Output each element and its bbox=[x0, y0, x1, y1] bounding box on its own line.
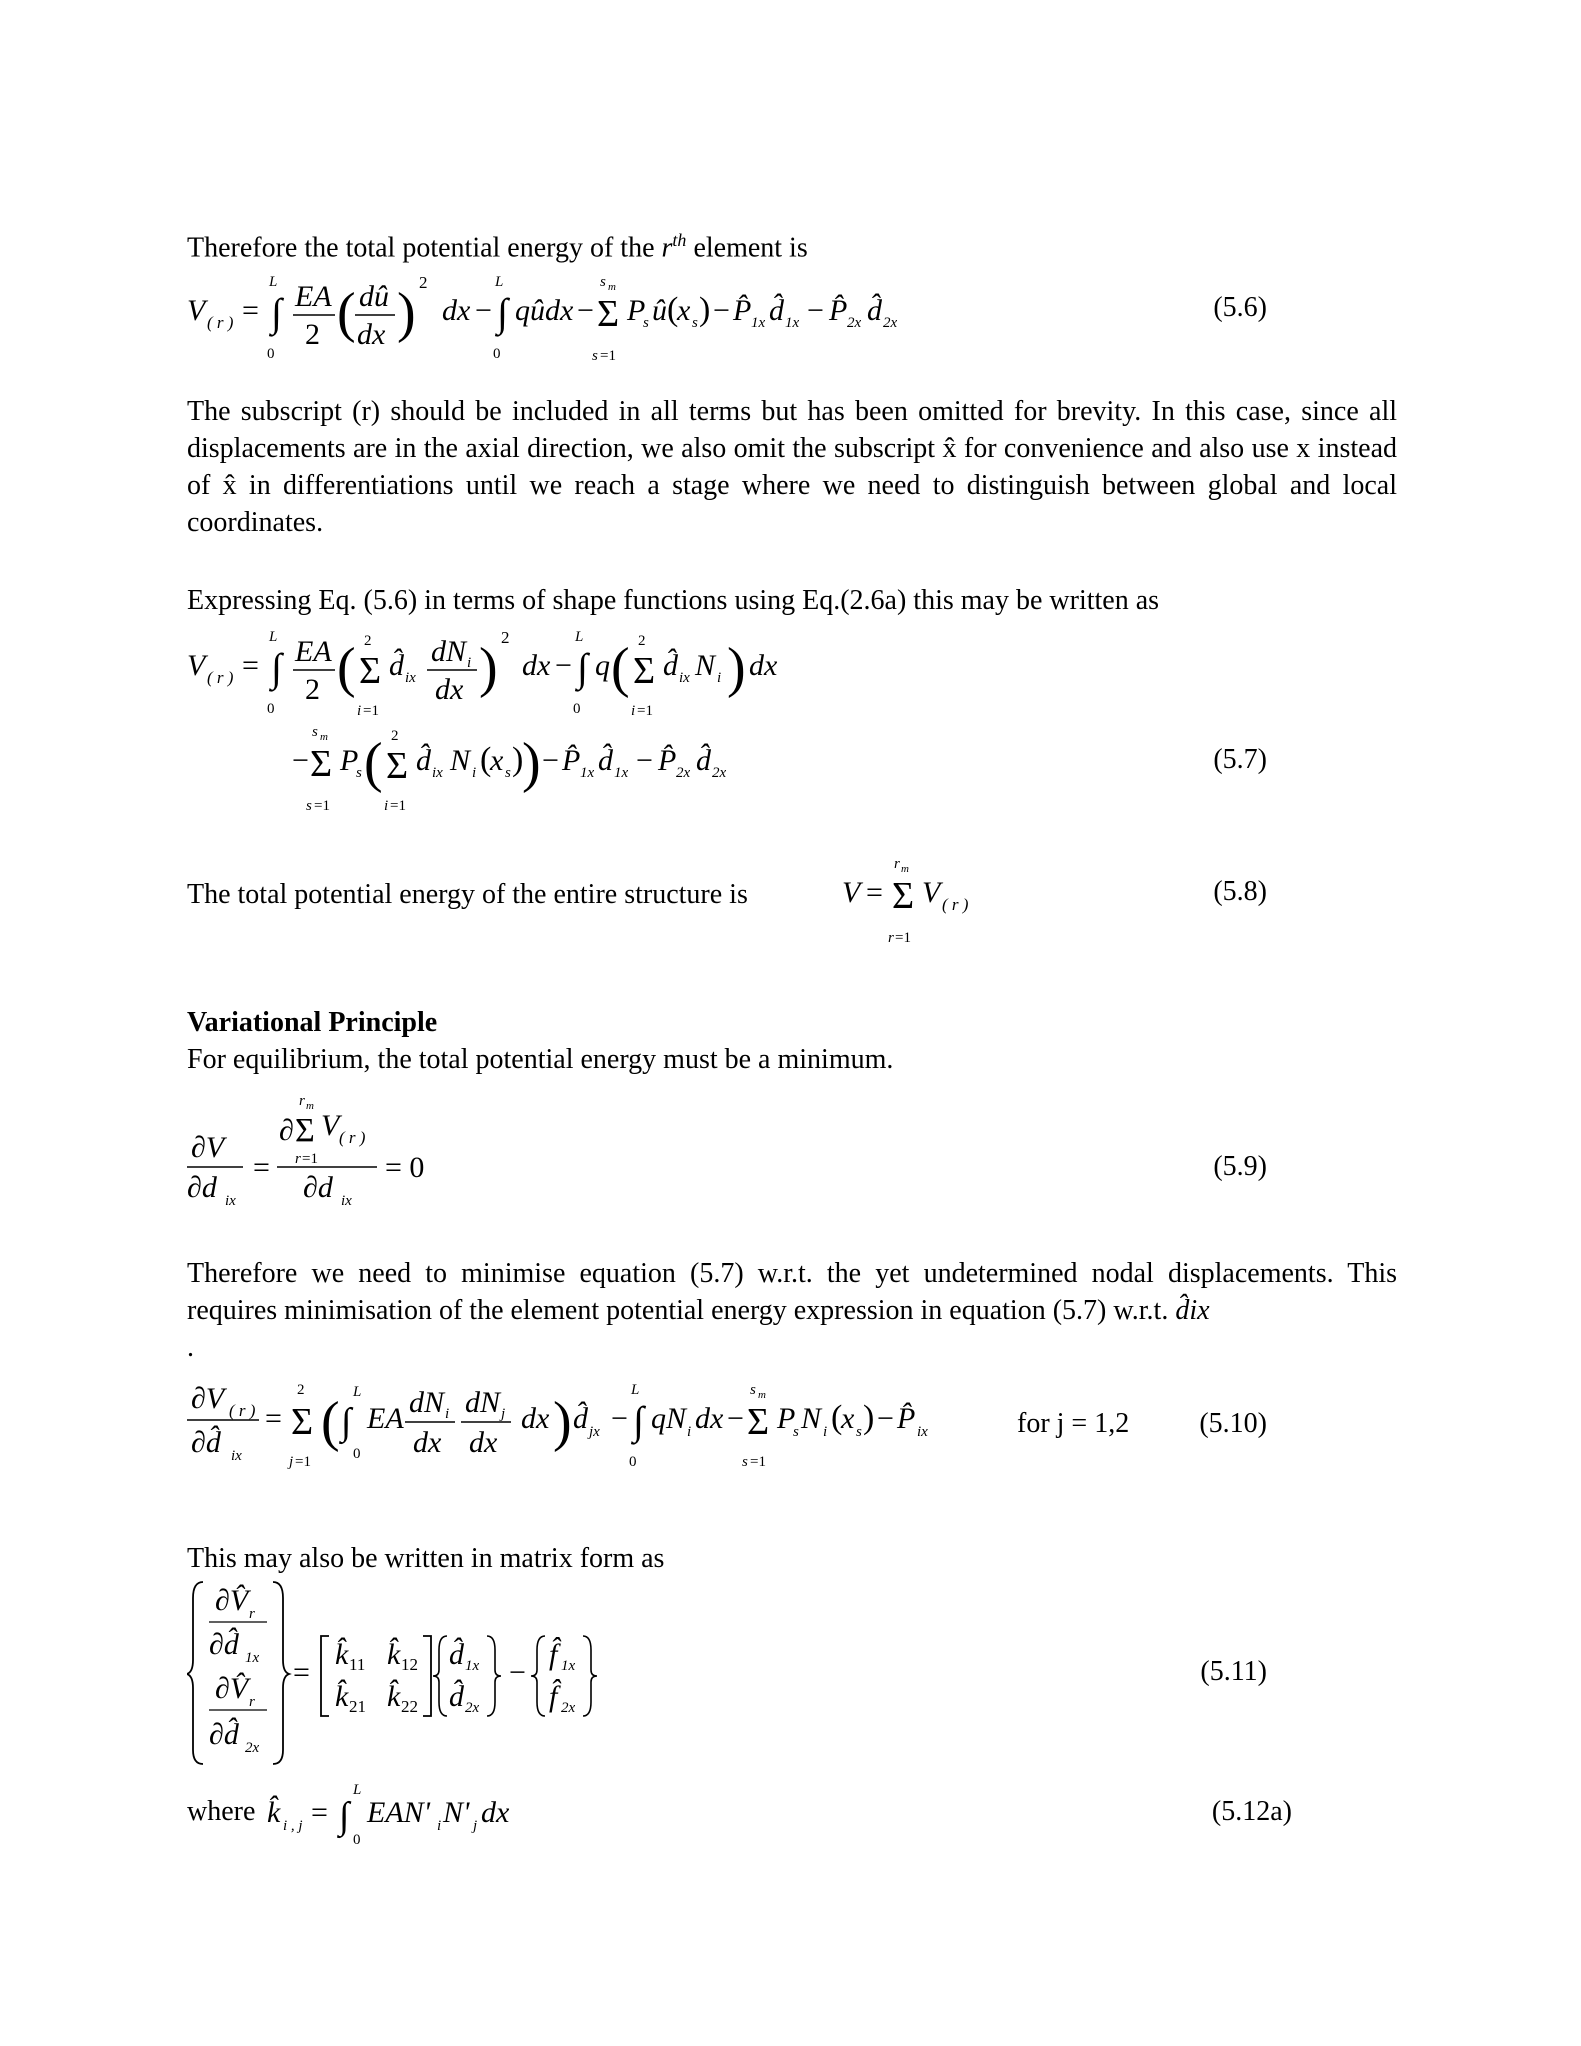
svg-text:2x: 2x bbox=[245, 1740, 260, 1756]
svg-text:Σ: Σ bbox=[295, 1112, 315, 1149]
svg-text:dx: dx bbox=[469, 1426, 498, 1459]
svg-text:dN: dN bbox=[409, 1386, 445, 1419]
svg-text:r: r bbox=[894, 856, 900, 872]
equation-5-10 bbox=[187, 1370, 1397, 1480]
svg-text:L: L bbox=[269, 629, 278, 645]
eqnum-5-10: (5.10) bbox=[1199, 1408, 1267, 1439]
svg-text:s: s bbox=[312, 724, 318, 740]
svg-text:r: r bbox=[295, 1151, 301, 1167]
svg-text:s: s bbox=[856, 1424, 862, 1440]
svg-text:qûdx: qûdx bbox=[515, 294, 574, 327]
svg-text:1x: 1x bbox=[245, 1650, 260, 1666]
p1-sup: th bbox=[672, 230, 687, 250]
svg-text:dx: dx bbox=[435, 673, 464, 706]
svg-text:2: 2 bbox=[364, 633, 372, 649]
paragraph-2 bbox=[187, 393, 1397, 541]
svg-text:(: ( bbox=[364, 732, 383, 794]
svg-text:m: m bbox=[608, 281, 616, 293]
svg-text:jx: jx bbox=[589, 1424, 600, 1440]
svg-text:i: i bbox=[472, 765, 477, 781]
svg-text:k̂: k̂ bbox=[387, 1680, 401, 1713]
svg-text:dx: dx bbox=[442, 294, 471, 327]
svg-text:dN: dN bbox=[431, 635, 467, 668]
svg-text:P: P bbox=[627, 294, 646, 327]
p7-text: This may also be written in matrix form as bbox=[187, 1543, 665, 1574]
svg-text:): ) bbox=[512, 741, 524, 778]
svg-text:−: − bbox=[713, 294, 730, 327]
equation-5-10-formula bbox=[187, 1370, 987, 1470]
p5-text: For equilibrium, the total potential energy must be a minimum. bbox=[187, 1044, 894, 1075]
equation-5-11 bbox=[187, 1578, 1397, 1768]
svg-text:0: 0 bbox=[573, 701, 581, 717]
svg-text:N': N' bbox=[443, 1796, 470, 1829]
svg-text:L: L bbox=[495, 274, 504, 290]
svg-text:i: i bbox=[437, 1818, 442, 1834]
p2-text: The subscript (r) should be included in all terms but has been omitted for brevity. In this case, since all displacements are in the axial direction, we also omit the subscript x̂ for convenience and also use x instead of x̂ in differentiations until we reach a stage where we need to distinguish between global and local coordinates. bbox=[187, 396, 1397, 538]
svg-text:2: 2 bbox=[297, 1382, 305, 1398]
paragraph-5 bbox=[187, 1041, 1397, 1078]
svg-text:û: û bbox=[652, 294, 667, 327]
svg-text:L: L bbox=[269, 274, 278, 290]
svg-text:P̂: P̂ bbox=[829, 294, 848, 327]
svg-text:(: ( bbox=[337, 637, 356, 699]
svg-text:i: i bbox=[631, 703, 636, 718]
svg-text:dx: dx bbox=[522, 649, 551, 682]
svg-text:L: L bbox=[631, 1382, 640, 1398]
svg-text:∫: ∫ bbox=[339, 1795, 350, 1837]
svg-text:(: ( bbox=[321, 1391, 340, 1453]
svg-text:P̂: P̂ bbox=[658, 744, 677, 777]
svg-text:d̂: d̂ bbox=[573, 1402, 588, 1435]
svg-text:0: 0 bbox=[267, 346, 275, 362]
svg-text:i: i bbox=[823, 1424, 828, 1440]
where-text: where bbox=[187, 1796, 256, 1827]
svg-text:2x: 2x bbox=[883, 315, 898, 331]
svg-text:( r ): ( r ) bbox=[207, 313, 234, 332]
svg-text:d̂: d̂ bbox=[449, 1680, 464, 1713]
svg-text:0: 0 bbox=[353, 1446, 361, 1462]
equation-5-8-formula bbox=[842, 850, 1042, 950]
equation-5-6 bbox=[187, 268, 1397, 378]
svg-text:Σ: Σ bbox=[892, 875, 915, 917]
svg-text:EA: EA bbox=[367, 1402, 404, 1435]
section-heading bbox=[187, 1004, 1397, 1041]
svg-text:=1: =1 bbox=[363, 703, 379, 718]
svg-text:∂d: ∂d bbox=[187, 1171, 217, 1204]
svg-text:N: N bbox=[450, 744, 471, 777]
svg-text:Σ: Σ bbox=[359, 650, 382, 692]
heading-text: Variational Principle bbox=[187, 1007, 438, 1038]
svg-text:∂V̂: ∂V̂ bbox=[215, 1584, 249, 1617]
svg-text:∂d̂: ∂d̂ bbox=[191, 1426, 221, 1459]
eq-5-10-condition: for j = 1,2 bbox=[1017, 1408, 1130, 1439]
equation-5-9 bbox=[187, 1085, 1397, 1220]
svg-text:0: 0 bbox=[629, 1454, 637, 1470]
svg-text:V: V bbox=[922, 876, 941, 909]
svg-text:−: − bbox=[292, 744, 309, 777]
svg-text:s: s bbox=[643, 315, 649, 331]
svg-text:(: ( bbox=[480, 741, 492, 778]
svg-text:m: m bbox=[320, 731, 328, 743]
svg-text:12: 12 bbox=[401, 1655, 418, 1674]
svg-text:k̂: k̂ bbox=[387, 1638, 401, 1671]
svg-text:Σ: Σ bbox=[633, 650, 656, 692]
svg-text:s: s bbox=[356, 765, 362, 781]
svg-text:11: 11 bbox=[349, 1655, 366, 1674]
svg-text:=1: =1 bbox=[314, 798, 330, 813]
svg-text:V: V bbox=[187, 294, 206, 327]
svg-text:∂d̂: ∂d̂ bbox=[209, 1628, 239, 1661]
svg-text:x: x bbox=[490, 744, 504, 777]
svg-text:0: 0 bbox=[267, 701, 275, 717]
svg-text:dN: dN bbox=[465, 1386, 501, 1419]
svg-text:Σ: Σ bbox=[747, 1401, 770, 1443]
svg-text:2x: 2x bbox=[712, 765, 727, 781]
equation-5-8-line bbox=[187, 850, 1397, 960]
svg-text:r: r bbox=[299, 1093, 305, 1109]
svg-text:dx: dx bbox=[521, 1402, 550, 1435]
paragraph-3 bbox=[187, 582, 1397, 619]
svg-text:d̂: d̂ bbox=[598, 744, 613, 777]
svg-text:ix: ix bbox=[679, 670, 690, 686]
svg-text:(: ( bbox=[831, 1399, 843, 1436]
svg-text:EAN': EAN' bbox=[367, 1796, 431, 1829]
svg-text:qN: qN bbox=[651, 1402, 687, 1435]
svg-text:L: L bbox=[353, 1384, 362, 1400]
svg-text:s: s bbox=[742, 1454, 748, 1470]
svg-text:=1: =1 bbox=[390, 798, 406, 813]
svg-text:Σ: Σ bbox=[386, 745, 409, 787]
svg-text:=: = bbox=[253, 1151, 270, 1184]
svg-text:1x: 1x bbox=[614, 765, 629, 781]
svg-text:1x: 1x bbox=[580, 765, 595, 781]
svg-text:ix: ix bbox=[341, 1193, 352, 1209]
p6-var: d̂ix bbox=[1175, 1295, 1210, 1326]
svg-text:=1: =1 bbox=[750, 1454, 766, 1470]
svg-text:2x: 2x bbox=[561, 1700, 576, 1716]
p1-text: Therefore the total potential energy of the bbox=[187, 232, 655, 264]
svg-text:f̂: f̂ bbox=[549, 1638, 558, 1671]
svg-text:i: i bbox=[384, 798, 389, 813]
equation-5-12a bbox=[187, 1778, 1397, 1848]
svg-text:( r ): ( r ) bbox=[207, 668, 234, 687]
svg-text:21: 21 bbox=[349, 1697, 366, 1716]
svg-text:P̂: P̂ bbox=[897, 1402, 916, 1435]
svg-text:i: i bbox=[357, 703, 362, 718]
eqnum-5-8: (5.8) bbox=[1213, 876, 1267, 907]
svg-text:d̂: d̂ bbox=[449, 1638, 464, 1671]
svg-text:m: m bbox=[758, 1389, 766, 1401]
eqnum-5-11: (5.11) bbox=[1200, 1656, 1267, 1687]
svg-text:=: = bbox=[265, 1402, 282, 1435]
svg-text:m: m bbox=[901, 863, 909, 875]
svg-text:): ) bbox=[727, 637, 746, 699]
svg-text:): ) bbox=[699, 291, 711, 328]
svg-text:V: V bbox=[187, 649, 206, 682]
svg-text:∫: ∫ bbox=[271, 645, 282, 690]
svg-text:j: j bbox=[473, 1818, 478, 1834]
svg-text:2x: 2x bbox=[465, 1700, 480, 1716]
equation-5-12a-formula bbox=[267, 1778, 667, 1848]
svg-text:∂V: ∂V bbox=[191, 1382, 225, 1415]
svg-text:0: 0 bbox=[493, 346, 501, 362]
svg-text:(: ( bbox=[667, 291, 679, 328]
svg-text:s: s bbox=[750, 1382, 756, 1398]
svg-text:−: − bbox=[636, 744, 653, 777]
svg-text:s: s bbox=[592, 348, 598, 363]
eqnum-5-9: (5.9) bbox=[1213, 1151, 1267, 1182]
svg-text:∫: ∫ bbox=[341, 1401, 352, 1443]
svg-text:2: 2 bbox=[391, 728, 399, 744]
svg-text:d̂: d̂ bbox=[663, 649, 678, 682]
equation-5-11-formula bbox=[187, 1578, 687, 1768]
svg-text:i: i bbox=[687, 1424, 692, 1440]
svg-text:= 0: = 0 bbox=[385, 1151, 425, 1184]
svg-text:1x: 1x bbox=[561, 1658, 576, 1674]
svg-text:EA: EA bbox=[295, 280, 332, 313]
svg-text:ix: ix bbox=[225, 1193, 236, 1209]
svg-text:d̂: d̂ bbox=[867, 294, 882, 327]
svg-text:=1: =1 bbox=[895, 930, 911, 946]
svg-text:d̂: d̂ bbox=[696, 744, 711, 777]
svg-text:∫: ∫ bbox=[271, 290, 282, 335]
svg-text:( r ): ( r ) bbox=[339, 1128, 366, 1147]
svg-text:P̂: P̂ bbox=[562, 744, 581, 777]
equation-5-9-formula bbox=[187, 1085, 487, 1220]
svg-text:ix: ix bbox=[432, 765, 443, 781]
paragraph-7 bbox=[187, 1540, 1397, 1577]
svg-text:−: − bbox=[877, 1402, 894, 1435]
svg-text:2: 2 bbox=[419, 273, 428, 292]
svg-text:dx: dx bbox=[481, 1796, 510, 1829]
svg-text:dû: dû bbox=[359, 280, 389, 313]
svg-text:j: j bbox=[501, 1406, 506, 1422]
svg-text:EA: EA bbox=[295, 635, 332, 668]
svg-text:d̂: d̂ bbox=[769, 294, 784, 327]
svg-text:k̂: k̂ bbox=[335, 1680, 349, 1713]
svg-text:(: ( bbox=[611, 637, 630, 699]
svg-text:∂d̂: ∂d̂ bbox=[209, 1718, 239, 1751]
p1-end: element is bbox=[693, 232, 808, 264]
p6-text: Therefore we need to minimise equation (5.7) w.r.t. the yet undetermined nodal displacements. This requires minimisation of the element potential energy expression in equation (5.7) w.r.t. bbox=[187, 1258, 1397, 1326]
svg-text:−: − bbox=[807, 294, 824, 327]
svg-text:x: x bbox=[677, 294, 691, 327]
eqnum-5-7: (5.7) bbox=[1213, 744, 1267, 775]
svg-text:−: − bbox=[577, 294, 594, 327]
svg-text:d̂: d̂ bbox=[416, 744, 431, 777]
svg-text:r: r bbox=[249, 1694, 255, 1710]
equation-5-6-formula bbox=[187, 268, 987, 363]
svg-text:∂: ∂ bbox=[279, 1114, 294, 1147]
svg-text:r: r bbox=[249, 1606, 255, 1622]
svg-text:): ) bbox=[553, 1391, 572, 1453]
svg-text:−: − bbox=[727, 1402, 744, 1435]
svg-text:2x: 2x bbox=[847, 315, 862, 331]
svg-text:1x: 1x bbox=[465, 1658, 480, 1674]
p4-text: The total potential energy of the entire structure is bbox=[187, 879, 748, 910]
svg-text:N: N bbox=[695, 649, 716, 682]
svg-text:x: x bbox=[841, 1402, 855, 1435]
equation-5-7a-formula bbox=[187, 623, 987, 718]
svg-text:ix: ix bbox=[405, 670, 416, 686]
svg-text:∫: ∫ bbox=[577, 645, 588, 690]
svg-text:): ) bbox=[522, 732, 541, 794]
svg-text:∫: ∫ bbox=[633, 1398, 644, 1443]
svg-text:=: = bbox=[311, 1796, 328, 1829]
p6-dot: . bbox=[187, 1332, 194, 1363]
svg-text:22: 22 bbox=[401, 1697, 418, 1716]
svg-text:2: 2 bbox=[305, 318, 320, 351]
svg-text:dx: dx bbox=[357, 318, 386, 351]
svg-text:−: − bbox=[555, 649, 572, 682]
equation-5-7-line-b bbox=[187, 718, 1397, 828]
eqnum-5-6: (5.6) bbox=[1213, 292, 1267, 323]
svg-text:r: r bbox=[888, 930, 894, 946]
svg-text:2x: 2x bbox=[676, 765, 691, 781]
svg-text:dx: dx bbox=[695, 1402, 724, 1435]
svg-text:ix: ix bbox=[917, 1424, 928, 1440]
svg-text:Σ: Σ bbox=[291, 1401, 314, 1443]
svg-text:i: i bbox=[467, 655, 472, 671]
svg-text:=1: =1 bbox=[302, 1151, 318, 1167]
svg-text:s: s bbox=[692, 315, 698, 331]
svg-text:L: L bbox=[575, 629, 584, 645]
svg-text:L: L bbox=[353, 1782, 362, 1798]
svg-text:1x: 1x bbox=[785, 315, 800, 331]
svg-text:2: 2 bbox=[501, 628, 510, 647]
svg-text:−: − bbox=[542, 744, 559, 777]
svg-text:=: = bbox=[866, 876, 883, 909]
svg-text:P: P bbox=[777, 1402, 796, 1435]
paragraph-6 bbox=[187, 1255, 1397, 1366]
svg-text:1x: 1x bbox=[751, 315, 766, 331]
svg-text:−: − bbox=[611, 1402, 628, 1435]
svg-text:s: s bbox=[505, 765, 511, 781]
svg-text:ix: ix bbox=[231, 1448, 242, 1464]
svg-text:=1: =1 bbox=[637, 703, 653, 718]
svg-text:q: q bbox=[595, 649, 610, 682]
paragraph-1 bbox=[187, 222, 1397, 266]
svg-text:=1: =1 bbox=[600, 348, 616, 363]
svg-text:i , j: i , j bbox=[283, 1818, 303, 1834]
svg-text:0: 0 bbox=[353, 1832, 361, 1848]
svg-text:−: − bbox=[475, 294, 492, 327]
equation-5-7-line-a bbox=[187, 623, 1397, 733]
svg-text:): ) bbox=[479, 637, 498, 699]
svg-text:Σ: Σ bbox=[310, 743, 333, 785]
svg-text:N: N bbox=[801, 1402, 822, 1435]
svg-text:f̂: f̂ bbox=[549, 1680, 558, 1713]
svg-text:=: = bbox=[293, 1656, 310, 1689]
svg-text:i: i bbox=[717, 670, 722, 686]
svg-text:( r ): ( r ) bbox=[942, 895, 969, 914]
svg-text:Σ: Σ bbox=[597, 293, 620, 335]
eqnum-5-12a: (5.12a) bbox=[1211, 1796, 1292, 1827]
svg-text:j: j bbox=[289, 1454, 294, 1470]
svg-text:2: 2 bbox=[638, 633, 646, 649]
svg-text:V: V bbox=[842, 876, 861, 909]
svg-text:s: s bbox=[600, 274, 606, 290]
svg-text:P: P bbox=[340, 744, 359, 777]
svg-text:k̂: k̂ bbox=[335, 1638, 349, 1671]
svg-text:): ) bbox=[863, 1399, 875, 1436]
svg-text:k̂: k̂ bbox=[267, 1796, 281, 1829]
equation-5-7b-formula bbox=[292, 718, 1092, 813]
svg-text:=1: =1 bbox=[295, 1454, 311, 1470]
svg-text:(: ( bbox=[337, 282, 356, 344]
svg-text:s: s bbox=[306, 798, 312, 813]
svg-text:): ) bbox=[397, 282, 416, 344]
svg-text:=: = bbox=[242, 649, 259, 682]
svg-text:( r ): ( r ) bbox=[229, 1401, 256, 1420]
svg-text:=: = bbox=[242, 294, 259, 327]
svg-text:P̂: P̂ bbox=[733, 294, 752, 327]
svg-text:∂d: ∂d bbox=[303, 1171, 333, 1204]
svg-text:V: V bbox=[321, 1109, 340, 1142]
svg-text:−: − bbox=[509, 1656, 526, 1689]
svg-text:i: i bbox=[445, 1406, 450, 1422]
p3-text: Expressing Eq. (5.6) in terms of shape functions using Eq.(2.6a) this may be written as bbox=[187, 585, 1160, 616]
svg-text:s: s bbox=[793, 1424, 799, 1440]
svg-text:dx: dx bbox=[749, 649, 778, 682]
svg-text:m: m bbox=[306, 1100, 314, 1112]
svg-text:2: 2 bbox=[305, 673, 320, 706]
svg-text:d̂: d̂ bbox=[389, 649, 404, 682]
svg-text:∂V̂: ∂V̂ bbox=[215, 1672, 249, 1705]
p1-var: r bbox=[661, 232, 673, 264]
svg-text:∫: ∫ bbox=[497, 290, 508, 335]
svg-text:∂V: ∂V bbox=[191, 1131, 225, 1164]
svg-text:dx: dx bbox=[413, 1426, 442, 1459]
